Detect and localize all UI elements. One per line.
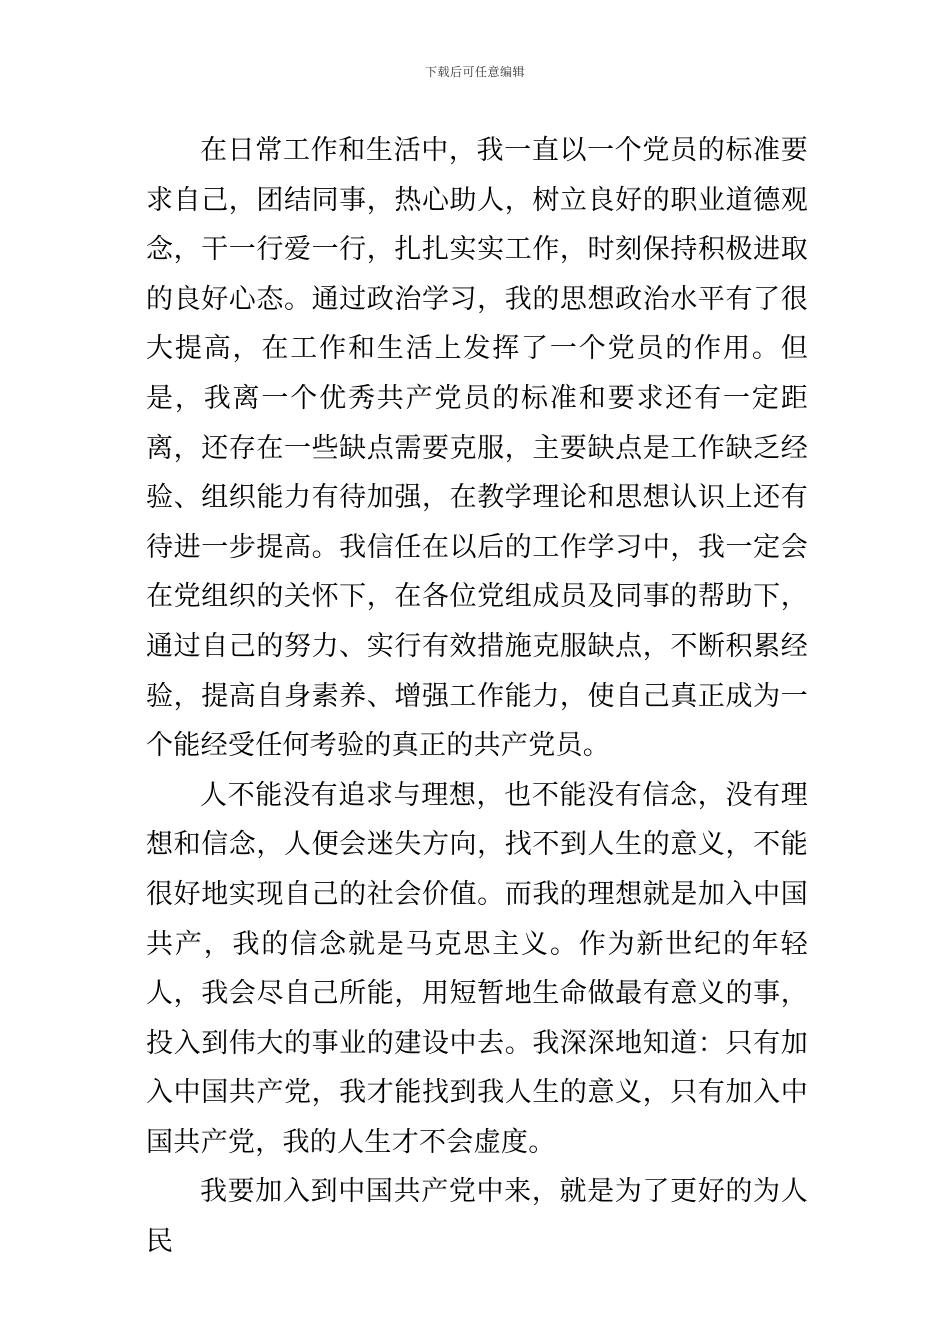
paragraph-3: 我要加入到中国共产党中来，就是为了更好的为人民 (146, 1176, 808, 1258)
paragraph-2: 人不能没有追求与理想，也不能没有信念，没有理想和信念，人便会迷失方向，找不到人生的意义，不能很好地实现自己的社会价值。而我的理想就是加入中国共产，我的信念就是马克思主义。作为新世纪的年轻人，我会尽自己所能，用短暂地生命做最有意义的事，投入到伟大的事业的建设中去。我深深地知道：只有加入中国共产党，我才能找到我人生的意义，只有加入中国共产党，我的人生才不会虚度。 (146, 779, 808, 1158)
header-note: 下载后可任意编辑 (424, 65, 525, 79)
document-body (146, 126, 808, 1267)
paragraph-1: 在日常工作和生活中，我一直以一个党员的标准要求自己，团结同事，热心助人，树立良好的职业道德观念，干一行爱一行，扎扎实实工作，时刻保持积极进取的良好心态。通过政治学习，我的思想政治水平有了很大提高，在工作和生活上发挥了一个党员的作用。但是，我离一个优秀共产党员的标准和要求还有一定距离，还存在一些缺点需要克服，主要缺点是工作缺乏经验、组织能力有待加强，在教学理论和思想认识上还有待进一步提高。我信任在以后的工作学习中，我一定会在党组织的关怀下，在各位党组成员及同事的帮助下，通过自己的努力、实行有效措施克服缺点，不断积累经验，提高自身素养、增强工作能力，使自己真正成为一个能经受任何考验的真正的共产党员。 (146, 135, 808, 762)
